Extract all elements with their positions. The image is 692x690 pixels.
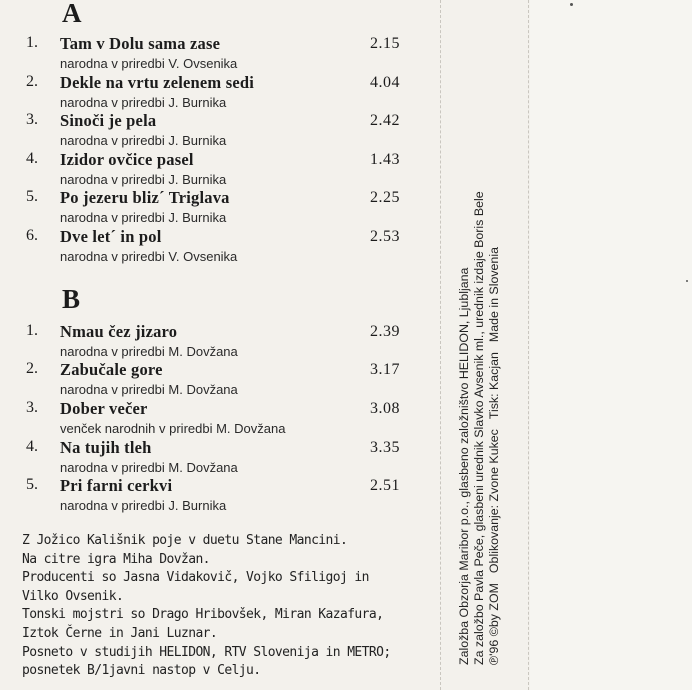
track-title: Nmau čez jizaro xyxy=(60,322,178,341)
track-number: 5. xyxy=(26,476,38,493)
track-number: 1. xyxy=(26,34,38,51)
track-duration: 3.08 xyxy=(370,400,400,417)
track-duration: 3.17 xyxy=(370,361,400,378)
track-number: 3. xyxy=(26,111,38,128)
track-duration: 4.04 xyxy=(370,74,400,91)
notes-line: posnetek B/1javni nastop v Celju. xyxy=(22,663,261,679)
track-title: Dober večer xyxy=(60,399,148,418)
track-title: Dve let´ in pol xyxy=(60,227,162,246)
notes-line: Z Jožico Kališnik poje v duetu Stane Mancini. xyxy=(22,533,348,548)
track-row xyxy=(0,476,440,516)
track-row xyxy=(0,188,440,228)
track-arrangement: narodna v priredbi M. Dovžana xyxy=(60,344,238,359)
copyright-notice: ℗'96 ©by ZOM xyxy=(487,583,501,665)
notes-line: Tonski mojstri so Drago Hribovšek, Miran Kazafura, xyxy=(22,607,384,623)
track-arrangement: narodna v priredbi M. Dovžana xyxy=(60,382,238,397)
track-number: 4. xyxy=(26,150,38,167)
print-speck xyxy=(570,3,573,6)
track-number: 4. xyxy=(26,438,38,455)
track-arrangement: narodna v priredbi J. Burnika xyxy=(60,498,227,513)
track-row xyxy=(0,399,440,439)
track-arrangement: narodna v priredbi M. Dovžana xyxy=(60,460,238,475)
notes-line: Posneto v studijih HELIDON, RTV Slovenija in METRO; xyxy=(22,644,391,660)
track-duration: 2.51 xyxy=(370,477,400,494)
spine-credits xyxy=(457,65,527,665)
credits-production xyxy=(487,65,502,665)
track-arrangement: narodna v priredbi V. Ovsenika xyxy=(60,56,238,71)
track-duration: 2.15 xyxy=(370,35,400,52)
track-row xyxy=(0,227,440,267)
track-number: 1. xyxy=(26,322,38,339)
fold-line-left xyxy=(440,0,441,690)
track-title: Izidor ovčice pasel xyxy=(60,150,194,169)
track-title: Zabučale gore xyxy=(60,360,163,379)
origin-label: Made in Slovenia xyxy=(487,247,501,343)
track-title: Dekle na vrtu zelenem sedi xyxy=(60,73,254,92)
track-title: Na tujih tleh xyxy=(60,438,152,457)
track-duration: 1.43 xyxy=(370,151,400,168)
credits-publisher: Založba Obzorja Maribor p.o., glasbeno založništvo HELIDON, Ljubljana xyxy=(457,267,471,665)
track-duration: 2.53 xyxy=(370,228,400,245)
track-arrangement: narodna v priredbi V. Ovsenika xyxy=(60,249,238,264)
side-b-heading: B xyxy=(62,284,81,314)
track-arrangement: venček narodnih v priredbi M. Dovžana xyxy=(60,421,286,436)
track-title: Pri farni cerkvi xyxy=(60,476,173,495)
track-duration: 2.25 xyxy=(370,189,400,206)
track-number: 2. xyxy=(26,73,38,90)
track-row xyxy=(0,322,440,362)
print-credit: Tisk: Kacjan xyxy=(487,352,501,420)
track-row xyxy=(0,34,440,74)
print-speck xyxy=(686,280,688,282)
track-number: 2. xyxy=(26,360,38,377)
track-duration: 2.42 xyxy=(370,112,400,129)
track-arrangement: narodna v priredbi J. Burnika xyxy=(60,172,227,187)
track-duration: 2.39 xyxy=(370,323,400,340)
track-row xyxy=(0,73,440,113)
track-arrangement: narodna v priredbi J. Burnika xyxy=(60,95,227,110)
design-credit: Oblikovanje: Zvone Kukec xyxy=(487,429,501,574)
track-row xyxy=(0,111,440,151)
track-number: 5. xyxy=(26,188,38,205)
track-row xyxy=(0,360,440,400)
notes-line: Na citre igra Miha Dovžan. xyxy=(22,551,210,567)
track-row xyxy=(0,150,440,190)
track-row xyxy=(0,438,440,478)
liner-notes xyxy=(22,532,402,681)
track-number: 3. xyxy=(26,399,38,416)
track-title: Tam v Dolu sama zase xyxy=(60,34,221,53)
track-title: Sinoči je pela xyxy=(60,111,157,130)
track-number: 6. xyxy=(26,227,38,244)
track-title: Po jezeru bliz´ Triglava xyxy=(60,188,230,207)
track-duration: 3.35 xyxy=(370,439,400,456)
track-arrangement: narodna v priredbi J. Burnika xyxy=(60,133,227,148)
notes-line: Vilko Ovsenik. xyxy=(22,588,124,604)
notes-line: Iztok Černe in Jani Luznar. xyxy=(22,625,218,641)
notes-line: Producenti so Jasna Vidakovič, Vojko Sfiligoj in xyxy=(22,570,369,586)
fold-line-right xyxy=(528,0,529,690)
side-a-heading: A xyxy=(62,0,82,28)
track-arrangement: narodna v priredbi J. Burnika xyxy=(60,210,227,225)
right-panel xyxy=(530,0,692,690)
credits-editors: Za založbo Pavla Peče, glasbeni urednik Slavko Avsenik ml., urednik izdaje Boris Bele xyxy=(472,191,486,665)
